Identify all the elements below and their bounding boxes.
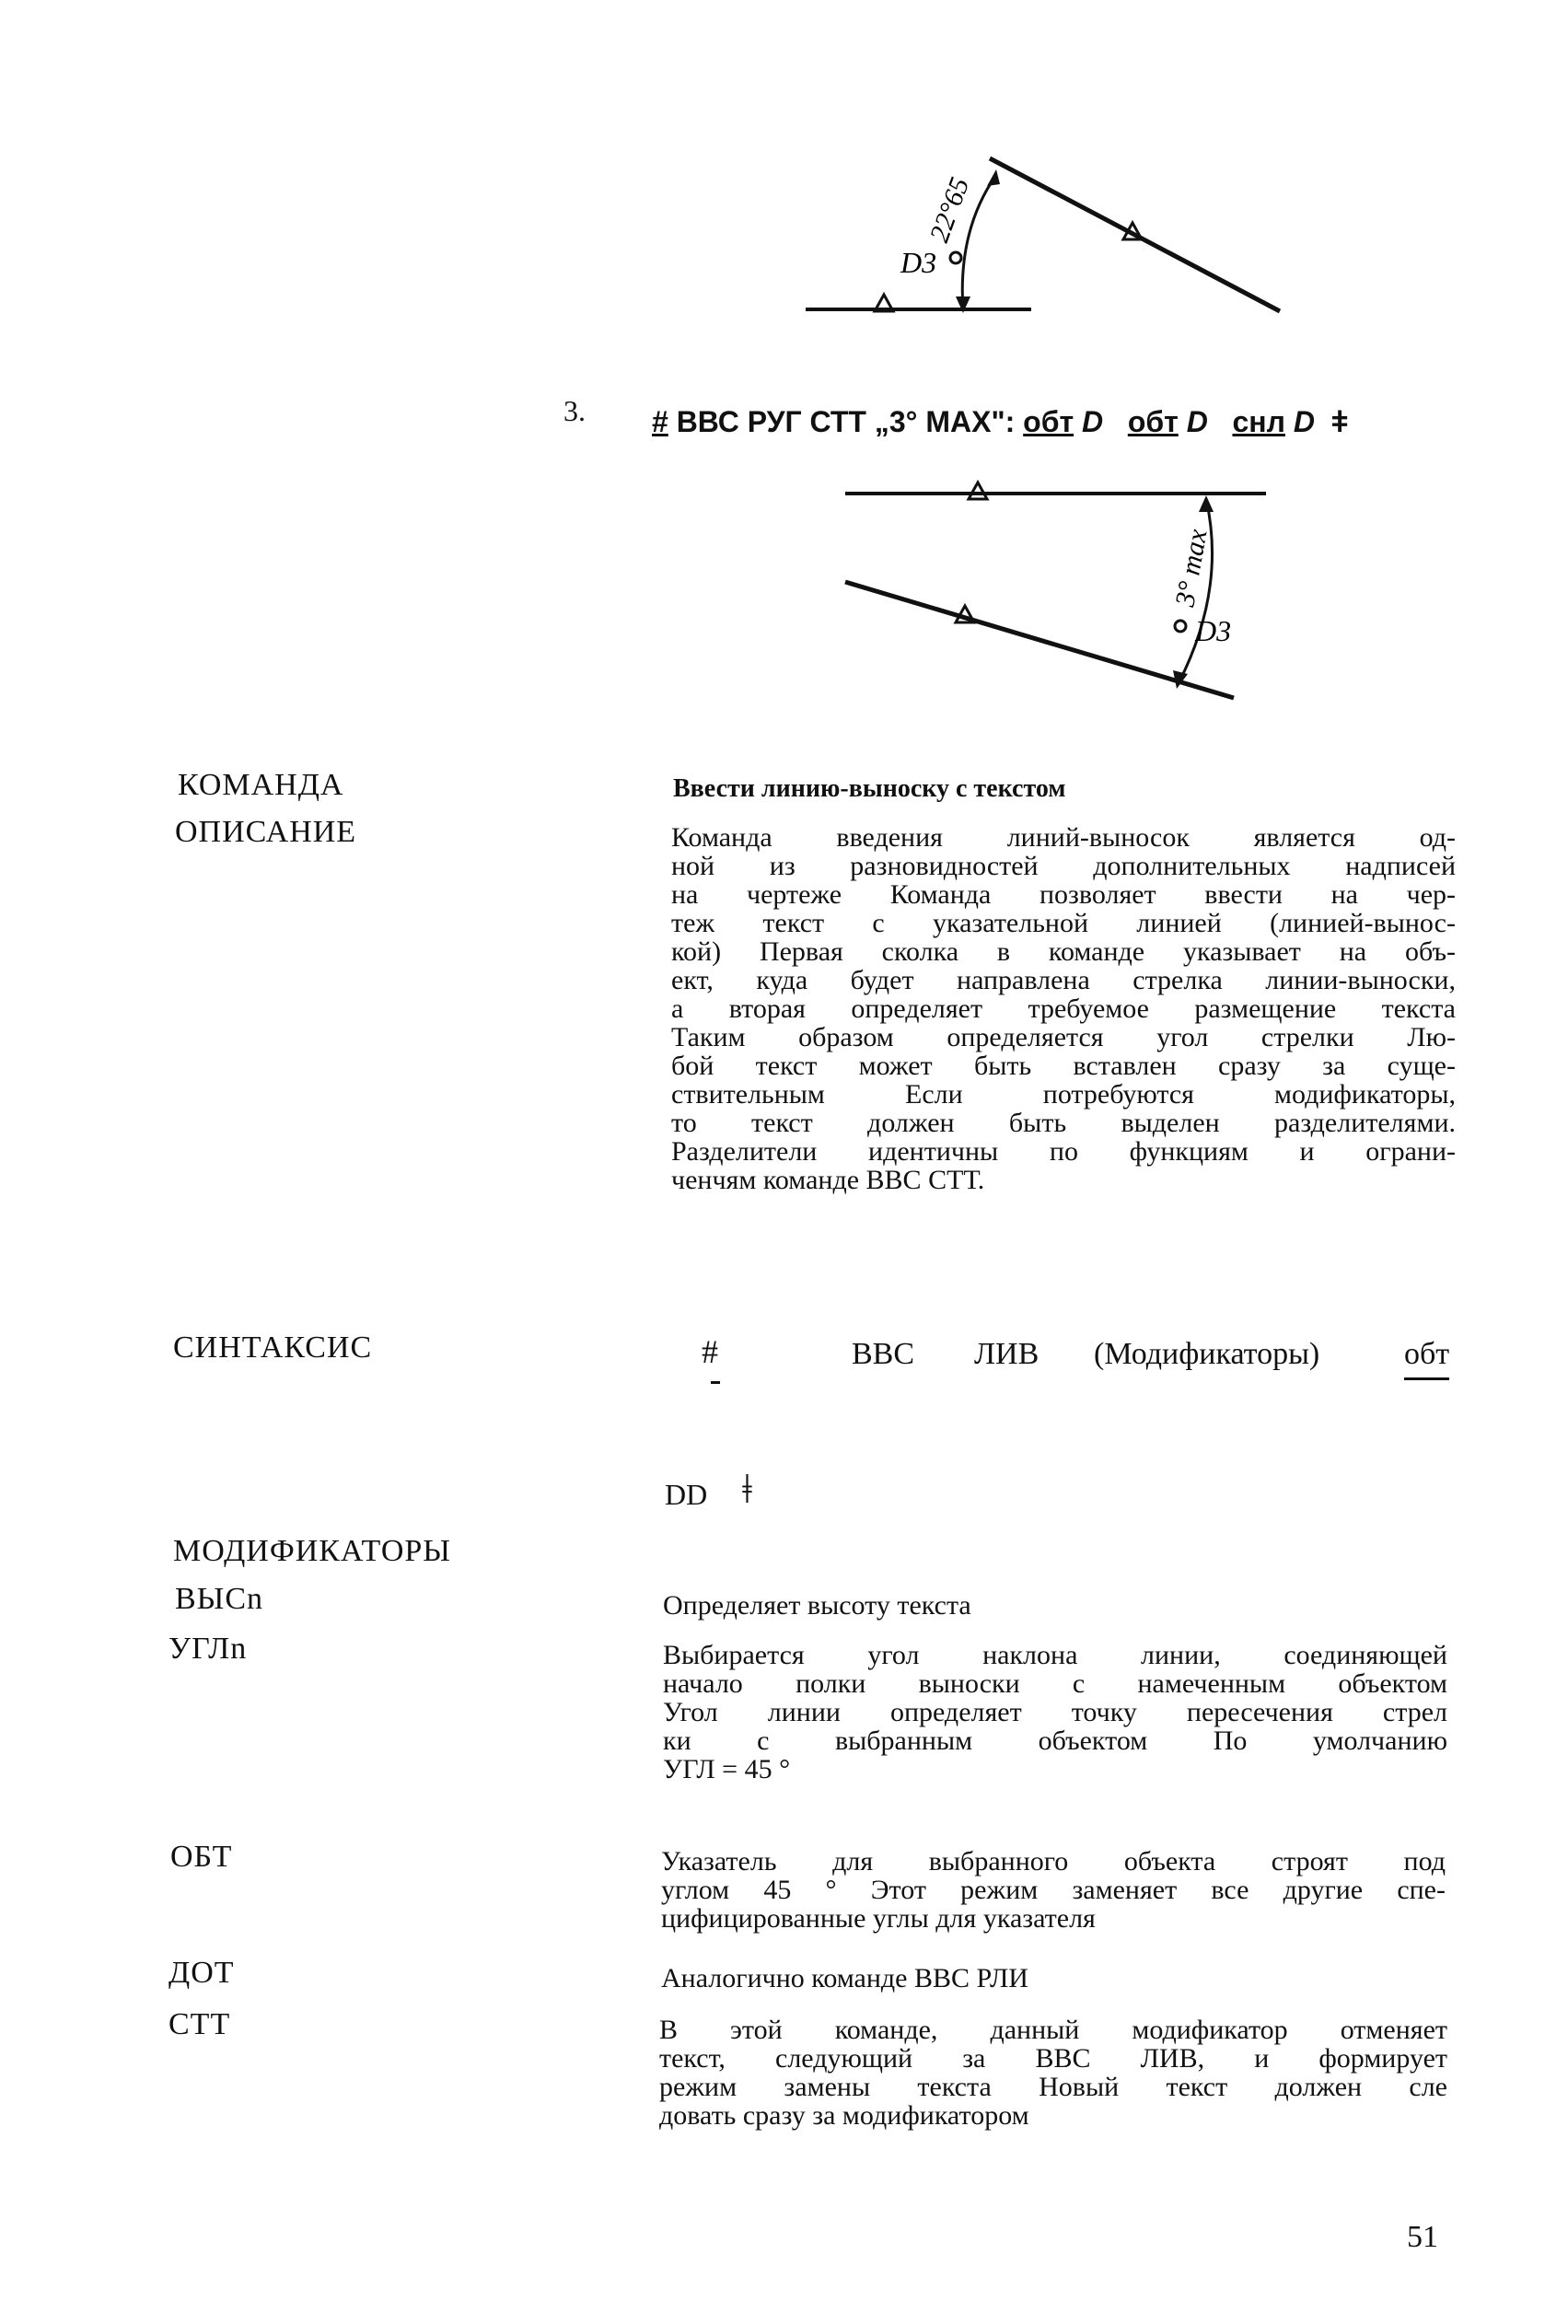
text-line: на чертеже Команда позволяет ввести на чер-	[671, 879, 1456, 910]
text-line: ект, куда будет направлена стрелка линии-выноски,	[671, 965, 1456, 995]
example3-hash: #	[652, 405, 668, 438]
description-label: ОПИСАНИЕ	[175, 815, 357, 849]
syntax-obt: обт	[1404, 1337, 1449, 1380]
modifier-name-vys: ВЫСn	[175, 1582, 264, 1616]
fig2-triangle-1	[969, 482, 987, 499]
example3-d-1: D	[1082, 405, 1104, 438]
text-line: Команда введения линий-выносок является од-	[671, 822, 1456, 853]
text-line: кой) Первая сколка в команде указывает на объ-	[671, 936, 1456, 967]
modifier-desc-dot	[661, 1964, 1446, 1993]
text-line: ченчям команде ВВС СТТ.	[671, 1165, 985, 1195]
text-line: Угол линии определяет точку пересечения стрел	[663, 1697, 1447, 1727]
fig1-arrowhead-top	[987, 169, 1000, 186]
text-line: ной из разновидностей дополнительных надписей	[671, 851, 1456, 881]
fig1-dot	[950, 252, 961, 263]
text-line: Указатель для выбранного объекта строят под	[661, 1846, 1446, 1877]
example-number: 3.	[563, 394, 586, 427]
modifier-desc-ugl	[663, 1641, 1447, 1784]
fig2-arrowhead-bottom	[1173, 670, 1188, 689]
example3-command-text: ВВС РУГ СТТ „3° MAX":	[676, 405, 1016, 438]
modifier-desc-vys	[663, 1591, 1447, 1620]
text-line: режим замены текста Новый текст должен сле	[659, 2072, 1447, 2102]
modifier-name-stt: СТТ	[168, 2007, 231, 2041]
example3-terminator: ǂ	[1330, 405, 1349, 438]
syntax-name: ЛИВ	[974, 1337, 1040, 1371]
example3-snl: снл	[1232, 405, 1285, 438]
text-line: углом 45 ° Этот режим заменяет все другие спе-	[661, 1875, 1446, 1905]
text-line: ствительным Если потребуются модификаторы,	[671, 1079, 1456, 1110]
text-line: а вторая определяет требуемое размещение текста	[671, 994, 1456, 1024]
fig2-arrowhead-top	[1199, 495, 1214, 512]
fig1-angle-label: 22°65	[923, 173, 976, 247]
figure-2-leader-line	[829, 479, 1289, 709]
text-line: довать сразу за модификатором	[659, 2100, 1029, 2131]
text-line: теж текст с указательной линией (линией-вынос-	[671, 908, 1456, 938]
figure-1-leader-line	[792, 129, 1307, 331]
text-line: текст, следующий за ВВС ЛИВ, и формирует	[659, 2043, 1447, 2074]
syntax-terminator: ǂ	[742, 1467, 752, 1512]
example3-d-2: D	[1186, 405, 1208, 438]
text-line: Определяет высоту текста	[663, 1590, 971, 1621]
text-line: Таким образом определяется угол стрелки Лю-	[671, 1022, 1456, 1052]
fig2-point-label: D3	[1195, 614, 1232, 647]
fig2-dot	[1175, 621, 1186, 632]
command-title: Ввести линию-выноску с текстом	[673, 774, 1066, 803]
text-line: УГЛ = 45 °	[663, 1754, 791, 1784]
fig2-angle-label: 3° max	[1169, 527, 1214, 610]
text-line: то текст должен быть выделен разделителями.	[671, 1108, 1456, 1138]
text-line: Разделители идентичны по функциям и ограни-	[671, 1136, 1456, 1167]
description-text	[671, 823, 1456, 1194]
text-line: цифицированные углы для указателя	[661, 1903, 1096, 1934]
text-line: Аналогично команде ВВС РЛИ	[661, 1963, 1028, 1993]
example-3-command	[652, 405, 1348, 439]
example3-d-3: D	[1293, 405, 1315, 438]
command-label: КОМАНДА	[178, 768, 344, 802]
modifier-desc-obt	[661, 1847, 1446, 1933]
syntax-modifiers: (Модификаторы)	[1094, 1337, 1320, 1371]
text-line: ки с выбранным объектом По умолчанию	[663, 1726, 1447, 1756]
fig1-slanted-line	[990, 158, 1280, 311]
text-line: начало полки выноски с намеченным объектом	[663, 1668, 1447, 1699]
modifier-name-obt: ОБТ	[170, 1840, 233, 1874]
page-number: 51	[1407, 2220, 1438, 2254]
example3-obt-2: обт	[1127, 405, 1179, 438]
example3-obt-1: обт	[1023, 405, 1074, 438]
syntax-hash: #	[702, 1333, 718, 1370]
modifiers-label: МОДИФИКАТОРЫ	[173, 1534, 451, 1568]
syntax-dd: DD	[665, 1478, 708, 1511]
modifier-desc-stt	[659, 2016, 1447, 2130]
modifier-name-dot: ДОТ	[168, 1956, 235, 1990]
text-line: В этой команде, данный модификатор отменяет	[659, 2015, 1447, 2045]
modifier-name-ugl: УГЛn	[168, 1632, 248, 1666]
syntax-hash-underline	[711, 1381, 720, 1384]
syntax-label: СИНТАКСИС	[173, 1330, 373, 1365]
text-line: бой текст может быть вставлен сразу за суще-	[671, 1051, 1456, 1081]
fig1-point-label: D3	[900, 246, 937, 279]
syntax-cmd: ВВС	[852, 1337, 915, 1371]
text-line: Выбирается угол наклона линии, соединяющей	[663, 1640, 1447, 1670]
